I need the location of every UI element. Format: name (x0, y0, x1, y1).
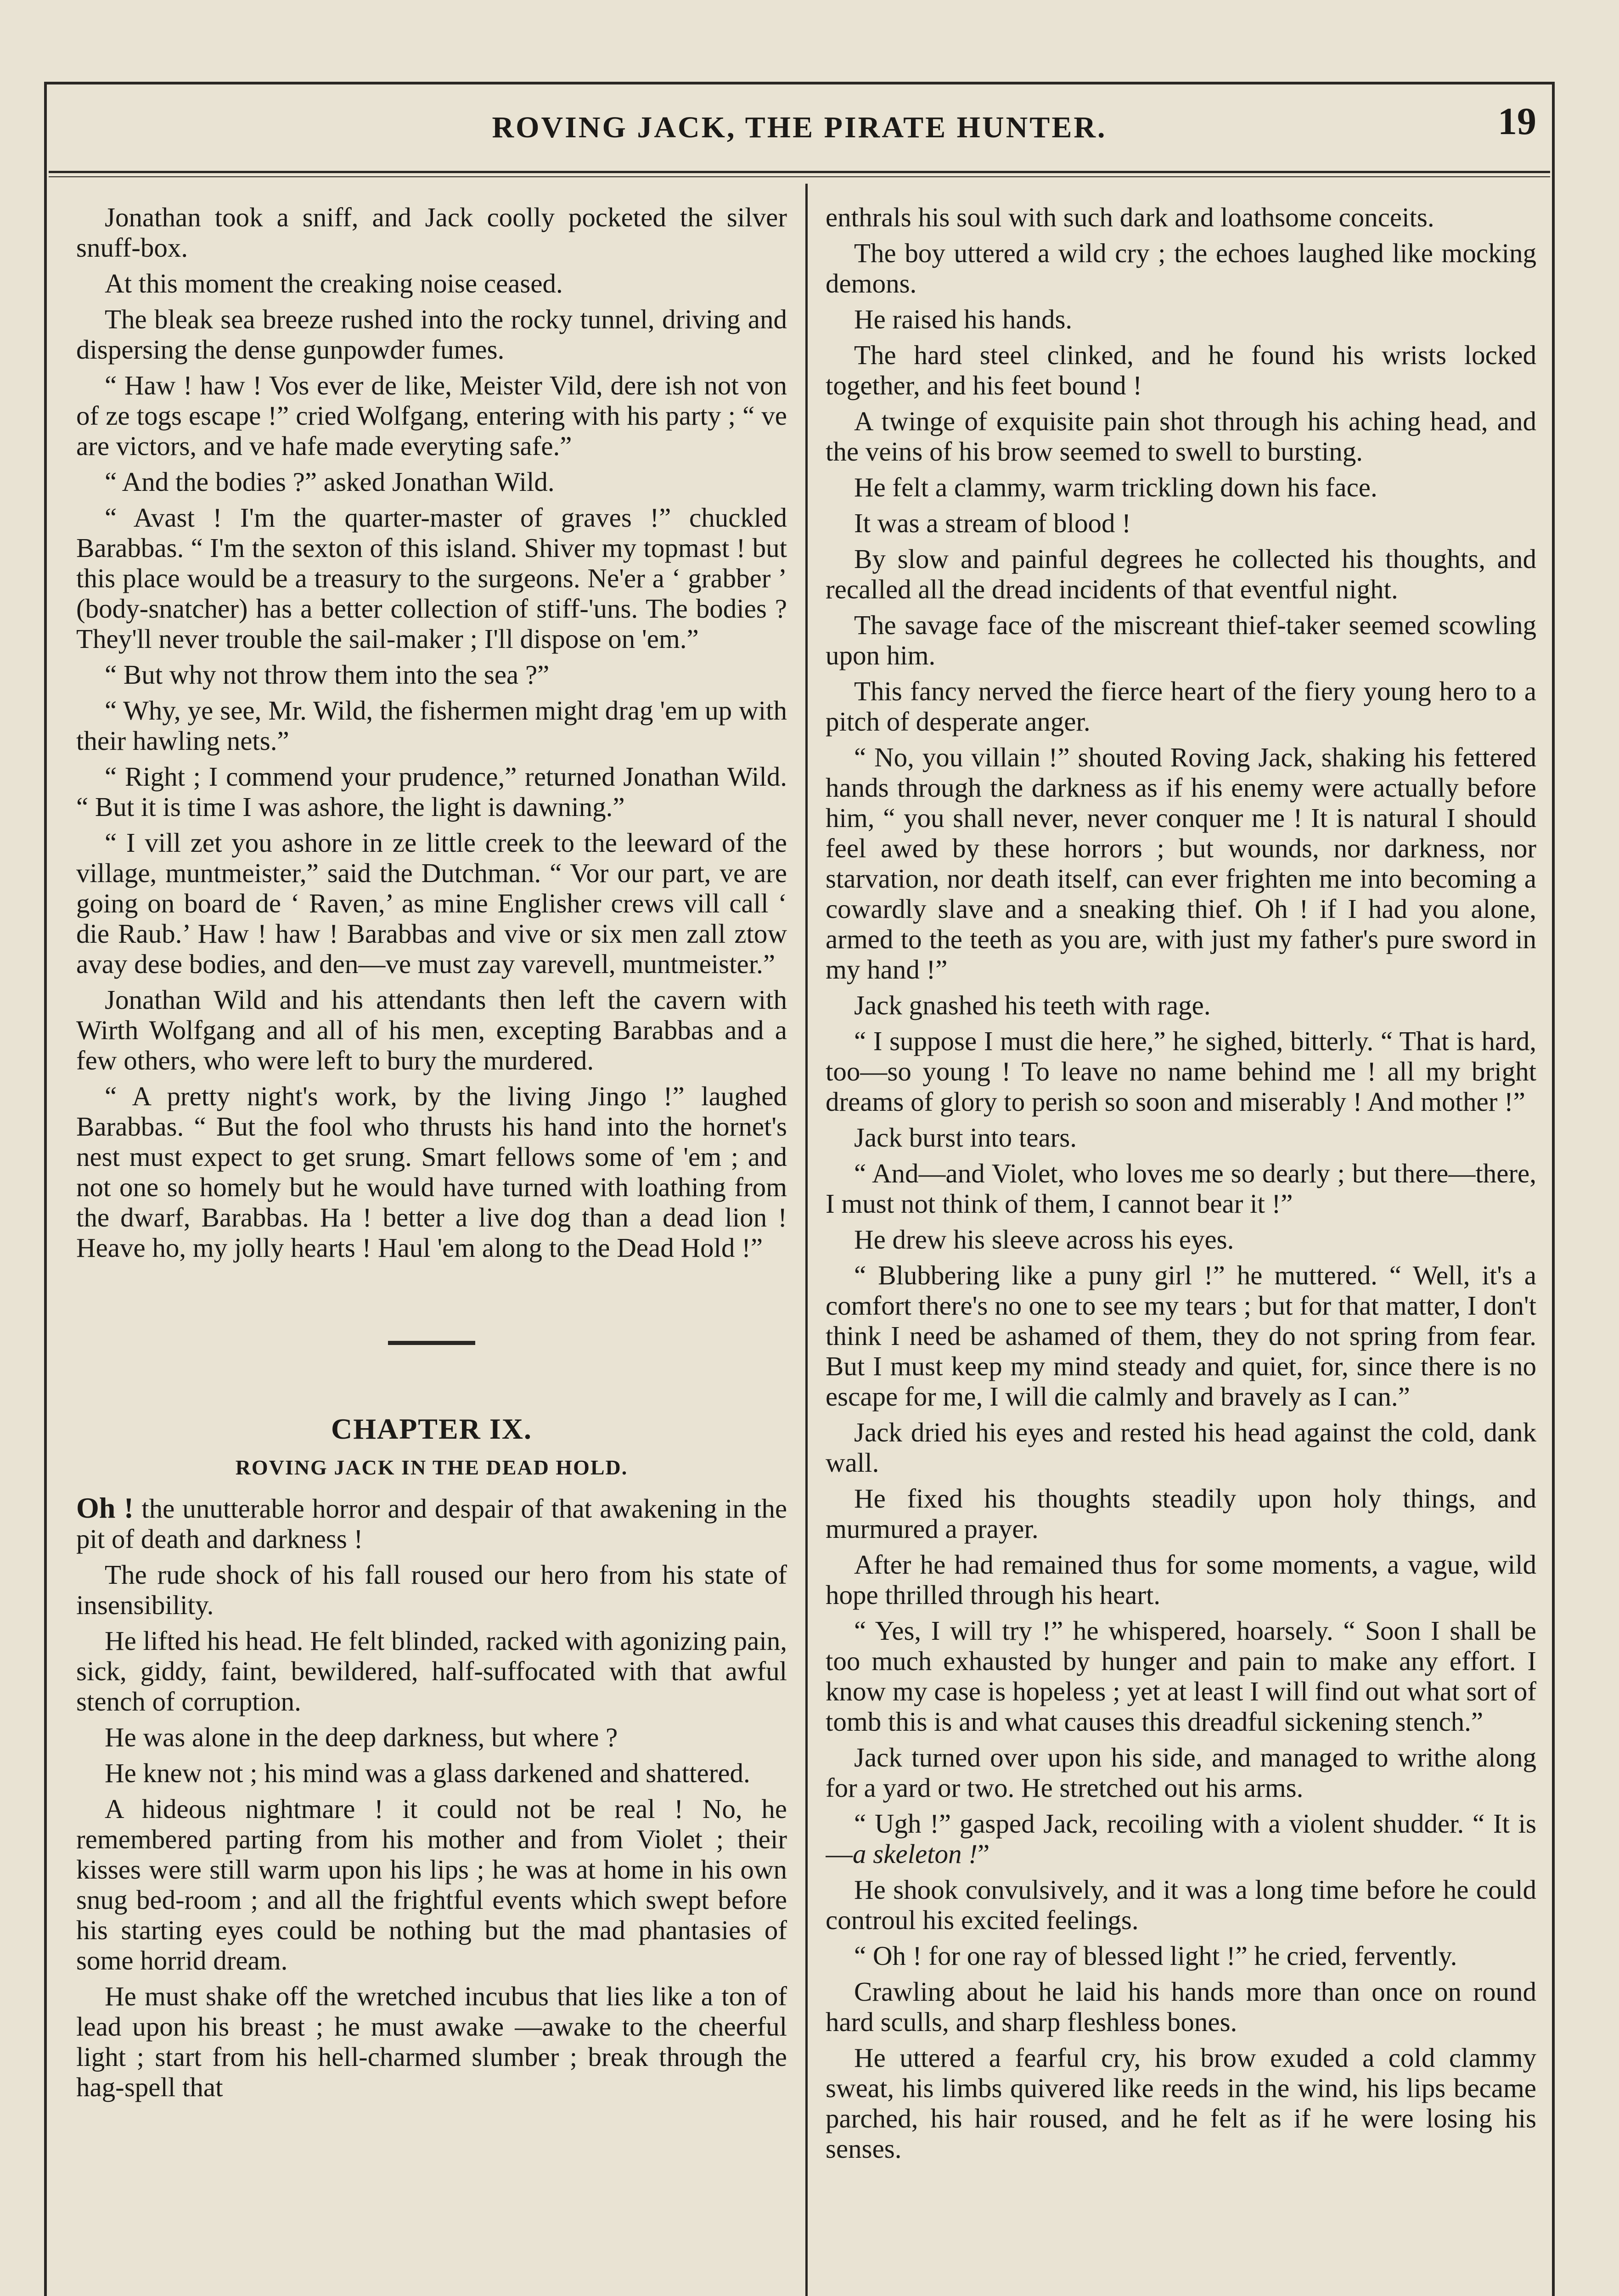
left-paragraphs-before (76, 202, 787, 1263)
paragraph: “ Avast ! I'm the quarter-master of graves !” chuckled Barabbas. “ I'm the sexton of this island. Shiver my topmast ! but this place would be a treasury to the surgeons. Ne'er a ‘ grabber ’ (body-snatcher) has a better collection of stiff-'uns. The bodies ? They'll never trouble the sail-maker ; I'll dispose on 'em.” (76, 502, 787, 654)
paragraph: He uttered a fearful cry, his brow exuded a cold clammy sweat, his limbs quivered like reeds in the wind, his lips became parched, his hair roused, and he felt as if he were losing his senses. (826, 2043, 1536, 2164)
paragraph: “ And—and Violet, who loves me so dearly ; but there—there, I must not think of them, I cannot bear it !” (826, 1158, 1536, 1219)
chapter-first-word: Oh ! (76, 1491, 134, 1524)
paragraph: Jack turned over upon his side, and managed to writhe along for a yard or two. He stretched out his arms. (826, 1742, 1536, 1803)
paragraph: The savage face of the miscreant thief-taker seemed scowling upon him. (826, 610, 1536, 670)
paragraph: “ Haw ! haw ! Vos ever de like, Meister Vild, dere ish not von of ze togs escape !” cried Wolfgang, entering with his party ; “ ve are victors, and ve hafe made everyting safe.” (76, 370, 787, 461)
paragraph: By slow and painful degrees he collected his thoughts, and recalled all the dread incidents of that eventful night. (826, 544, 1536, 604)
left-paragraphs-after (76, 1559, 787, 2102)
paragraph: “ I suppose I must die here,” he sighed, bitterly. “ That is hard, too—so young ! To leave no name behind me ! all my bright dreams of glory to perish so soon and miserably ! And mother !” (826, 1026, 1536, 1117)
paragraph: Jack gnashed his teeth with rage. (854, 990, 1211, 1020)
paragraph: “ But why not throw them into the sea ?” (105, 659, 550, 690)
page-number: 19 (1498, 100, 1536, 143)
paragraph: Jonathan Wild and his attendants then left the cavern with Wirth Wolfgang and all of his men, excepting Barabbas and a few others, who were left to bury the murdered. (76, 985, 787, 1075)
skeleton-italic: a skeleton ! (853, 1839, 978, 1869)
running-title: ROVING JACK, THE PIRATE HUNTER. (492, 111, 1107, 144)
section-divider-rule (388, 1341, 475, 1345)
paragraph: “ A pretty night's work, by the living Jingo !” laughed Barabbas. “ But the fool who thrusts his hand into the hornet's nest must expect to get srung. Smart fellows some of 'em ; and not one so homely but he would have turned with loathing from the dwarf, Barabbas. Ha ! better a live dog than a dead lion ! Heave ho, my jolly hearts ! Haul 'em along to the Dead Hold !” (76, 1081, 787, 1263)
paragraph: “ Blubbering like a puny girl !” he muttered. “ Well, it's a comfort there's no one to see my tears ; but for that matter, I don't think I need be ashamed of them, they do not spring from fear. But I must keep my mind steady and quiet, for, since there is no escape for me, I will die calmly and bravely as I can.” (826, 1260, 1536, 1412)
paragraph: Jonathan took a sniff, and Jack coolly pocketed the silver snuff-box. (76, 202, 787, 263)
paragraph: He felt a clammy, warm trickling down his face. (854, 472, 1377, 502)
chapter-opening-paragraph (76, 1493, 787, 1554)
left-column (76, 202, 787, 2296)
header-rule-thin (49, 176, 1550, 177)
paragraph: The hard steel clinked, and he found his wrists locked together, and his feet bound ! (826, 340, 1536, 400)
chapter-subtitle: ROVING JACK IN THE DEAD HOLD. (235, 1456, 628, 1479)
page-header (49, 90, 1550, 159)
paragraph: He was alone in the deep darkness, but where ? (105, 1722, 618, 1752)
skeleton-paragraph (826, 1808, 1536, 1869)
paragraph: After he had remained thus for some moments, a vague, wild hope thrilled through his heart. (826, 1549, 1536, 1610)
paragraph: A twinge of exquisite pain shot through his aching head, and the veins of his brow seemed to swell to bursting. (826, 406, 1536, 467)
column-divider (805, 184, 808, 2296)
paragraph: He knew not ; his mind was a glass darkened and shattered. (105, 1758, 750, 1788)
chapter-opening-text: the unutterable horror and despair of that awakening in the pit of death and darkness ! (76, 1493, 787, 1554)
paragraph: He shook convulsively, and it was a long time before he could controul his excited feelings. (826, 1874, 1536, 1935)
paragraph: Jack dried his eyes and rested his head against the cold, dank wall. (826, 1417, 1536, 1478)
paragraph: He drew his sleeve across his eyes. (854, 1224, 1234, 1255)
paragraph: Crawling about he laid his hands more than once on round hard sculls, and sharp fleshless bones. (826, 1976, 1536, 2037)
paragraph: “ I vill zet you ashore in ze little creek to the leeward of the village, muntmeister,” said the Dutchman. “ Vor our part, ve are going on board de ‘ Raven,’ as mine Englisher crews vill call ‘ die Raub.’ Haw ! haw ! Barabbas and vive or six men zall ztow avay dese bodies, and den—ve must zay varevell, muntmeister.” (76, 827, 787, 979)
paragraph: He fixed his thoughts steadily upon holy things, and murmured a prayer. (826, 1483, 1536, 1544)
skeleton-text-end: ” (977, 1839, 990, 1869)
paragraph: “ Right ; I commend your prudence,” returned Jonathan Wild. “ But it is time I was ashore, the light is dawning.” (76, 761, 787, 822)
paragraph: He must shake off the wretched incubus that lies like a ton of lead upon his breast ; he must awake —awake to the cheerful light ; start from his hell-charmed slumber ; break through the hag-spell that (76, 1981, 787, 2102)
chapter-title: CHAPTER IX. (331, 1412, 533, 1445)
paragraph: It was a stream of blood ! (854, 508, 1131, 538)
continuation-paragraph: enthrals his soul with such dark and loathsome conceits. (826, 202, 1434, 232)
header-rule (49, 171, 1550, 173)
paragraph: “ Why, ye see, Mr. Wild, the fishermen might drag 'em up with their hawling nets.” (76, 695, 787, 756)
paragraph: He lifted his head. He felt blinded, racked with agonizing pain, sick, giddy, faint, bewildered, half-suffocated with that awful stench of corruption. (76, 1626, 787, 1716)
paragraph: “ Oh ! for one ray of blessed light !” he cried, fervently. (854, 1941, 1457, 1971)
paragraph: He raised his hands. (854, 304, 1073, 334)
skeleton-text-start: “ Ugh !” gasped Jack, recoiling with a violent shudder. “ It is— (826, 1808, 1536, 1869)
paragraph: “ And the bodies ?” asked Jonathan Wild. (105, 467, 555, 497)
paragraph: At this moment the creaking noise ceased. (105, 268, 563, 298)
paragraph: The bleak sea breeze rushed into the rocky tunnel, driving and dispersing the dense gunpowder fumes. (76, 304, 787, 365)
paragraph: A hideous nightmare ! it could not be real ! No, he remembered parting from his mother and from Violet ; their kisses were still warm upon his lips ; he was at home in his own snug bed-room ; and all the frightful events which swept before his starting eyes could be nothing but the mad phantasies of some horrid dream. (76, 1794, 787, 1975)
paragraph: “ No, you villain !” shouted Roving Jack, shaking his fettered hands through the darkness as if his enemy were actually before him, “ you shall never, never conquer me ! It is natural I should feel awed by these horrors ; but wounds, nor darkness, nor starvation, nor death itself, can ever frighten me into becoming a cowardly slave and a sneaking thief. Oh ! if I had you alone, armed to the teeth as you are, with just my father's pure sword in my hand !” (826, 742, 1536, 985)
paragraph: The rude shock of his fall roused our hero from his state of insensibility. (76, 1559, 787, 1620)
paragraph: Jack burst into tears. (854, 1122, 1077, 1153)
paragraph: “ Yes, I will try !” he whispered, hoarsely. “ Soon I shall be too much exhausted by hunger and pain to make any effort. I know my case is hopeless ; yet at least I will find out what sort of tomb this is and what causes this dreadful sickening stench.” (826, 1615, 1536, 1737)
paragraph: This fancy nerved the fierce heart of the fiery young hero to a pitch of desperate anger. (826, 676, 1536, 737)
paragraph: The boy uttered a wild cry ; the echoes laughed like mocking demons. (826, 238, 1536, 298)
right-column (826, 202, 1536, 2296)
